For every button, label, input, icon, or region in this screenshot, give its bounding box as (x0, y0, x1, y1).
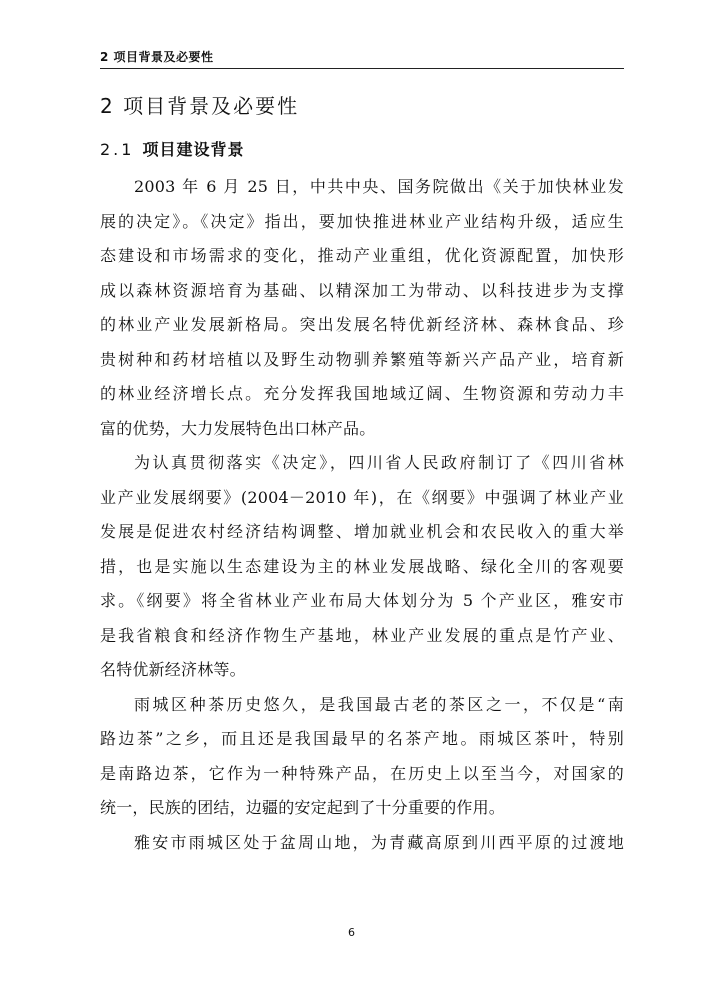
text-line: 成以森林资源培育为基础、以精深加工为带动、以科技进步为支撑 (100, 280, 624, 300)
text-line: 统一，民族的团结，边疆的安定起到了十分重要的作用。 (100, 798, 506, 817)
text-line: 措，也是实施以生态建设为主的林业发展战略、绿化全川的客观要 (100, 556, 624, 576)
subsection-number: 2.1 (100, 140, 135, 159)
body-text (100, 170, 624, 860)
text-line: 是南路边茶，它作为一种特殊产品，在历史上以至当今，对国家的 (100, 763, 624, 783)
text-line: 的林业经济增长点。充分发挥我国地域辽阔、生物资源和劳动力丰 (100, 384, 624, 403)
running-header: 2 项目背景及必要性 (100, 50, 214, 64)
text-line: 业产业发展纲要》(2004－2010 年)，在《纲要》中强调了林业产业 (100, 487, 624, 507)
text-line: 名特优新经济林等。 (100, 660, 246, 679)
text-line: 雅安市雨城区处于盆周山地，为青藏高原到川西平原的过渡地 (134, 832, 624, 852)
text-line: 态建设和市场需求的变化，推动产业重组，优化资源配置，加快形 (100, 246, 624, 265)
text-line: 雨城区种茶历史悠久，是我国最古老的茶区之一，不仅是“南 (134, 694, 624, 714)
paragraph (100, 446, 624, 688)
text-line: 展的决定》。《决定》指出，要加快推进林业产业结构升级，适应生 (100, 211, 624, 231)
section-title: 2 项目背景及必要性 (100, 94, 300, 118)
text-line: 发展是促进农村经济结构调整、增加就业机会和农民收入的重大举 (100, 522, 624, 541)
text-line: 路边茶”之乡，而且还是我国最早的名茶产地。雨城区茶叶，特别 (100, 729, 624, 748)
page-number: 6 (348, 926, 355, 939)
text-line: 2003 年 6 月 25 日，中共中央、国务院做出《关于加快林业发 (134, 177, 624, 196)
text-line: 贵树种和药材培植以及野生动物驯养繁殖等新兴产品产业，培育新 (100, 349, 624, 369)
subsection-heading (100, 137, 244, 160)
text-line: 的林业产业发展新格局。突出发展名特优新经济林、森林食品、珍 (100, 315, 624, 334)
paragraph (100, 170, 624, 446)
text-line: 求。《纲要》将全省林业产业布局大体划分为 5 个产业区，雅安市 (100, 591, 624, 610)
text-line: 为认真贯彻落实《决定》，四川省人民政府制订了《四川省林 (134, 453, 624, 472)
header-rule (100, 68, 624, 69)
paragraph (100, 826, 624, 861)
paragraph (100, 688, 624, 826)
text-line: 是我省粮食和经济作物生产基地，林业产业发展的重点是竹产业、 (100, 625, 624, 645)
subsection-title: 项目建设背景 (142, 140, 245, 159)
text-line: 富的优势，大力发展特色出口林产品。 (100, 418, 376, 438)
